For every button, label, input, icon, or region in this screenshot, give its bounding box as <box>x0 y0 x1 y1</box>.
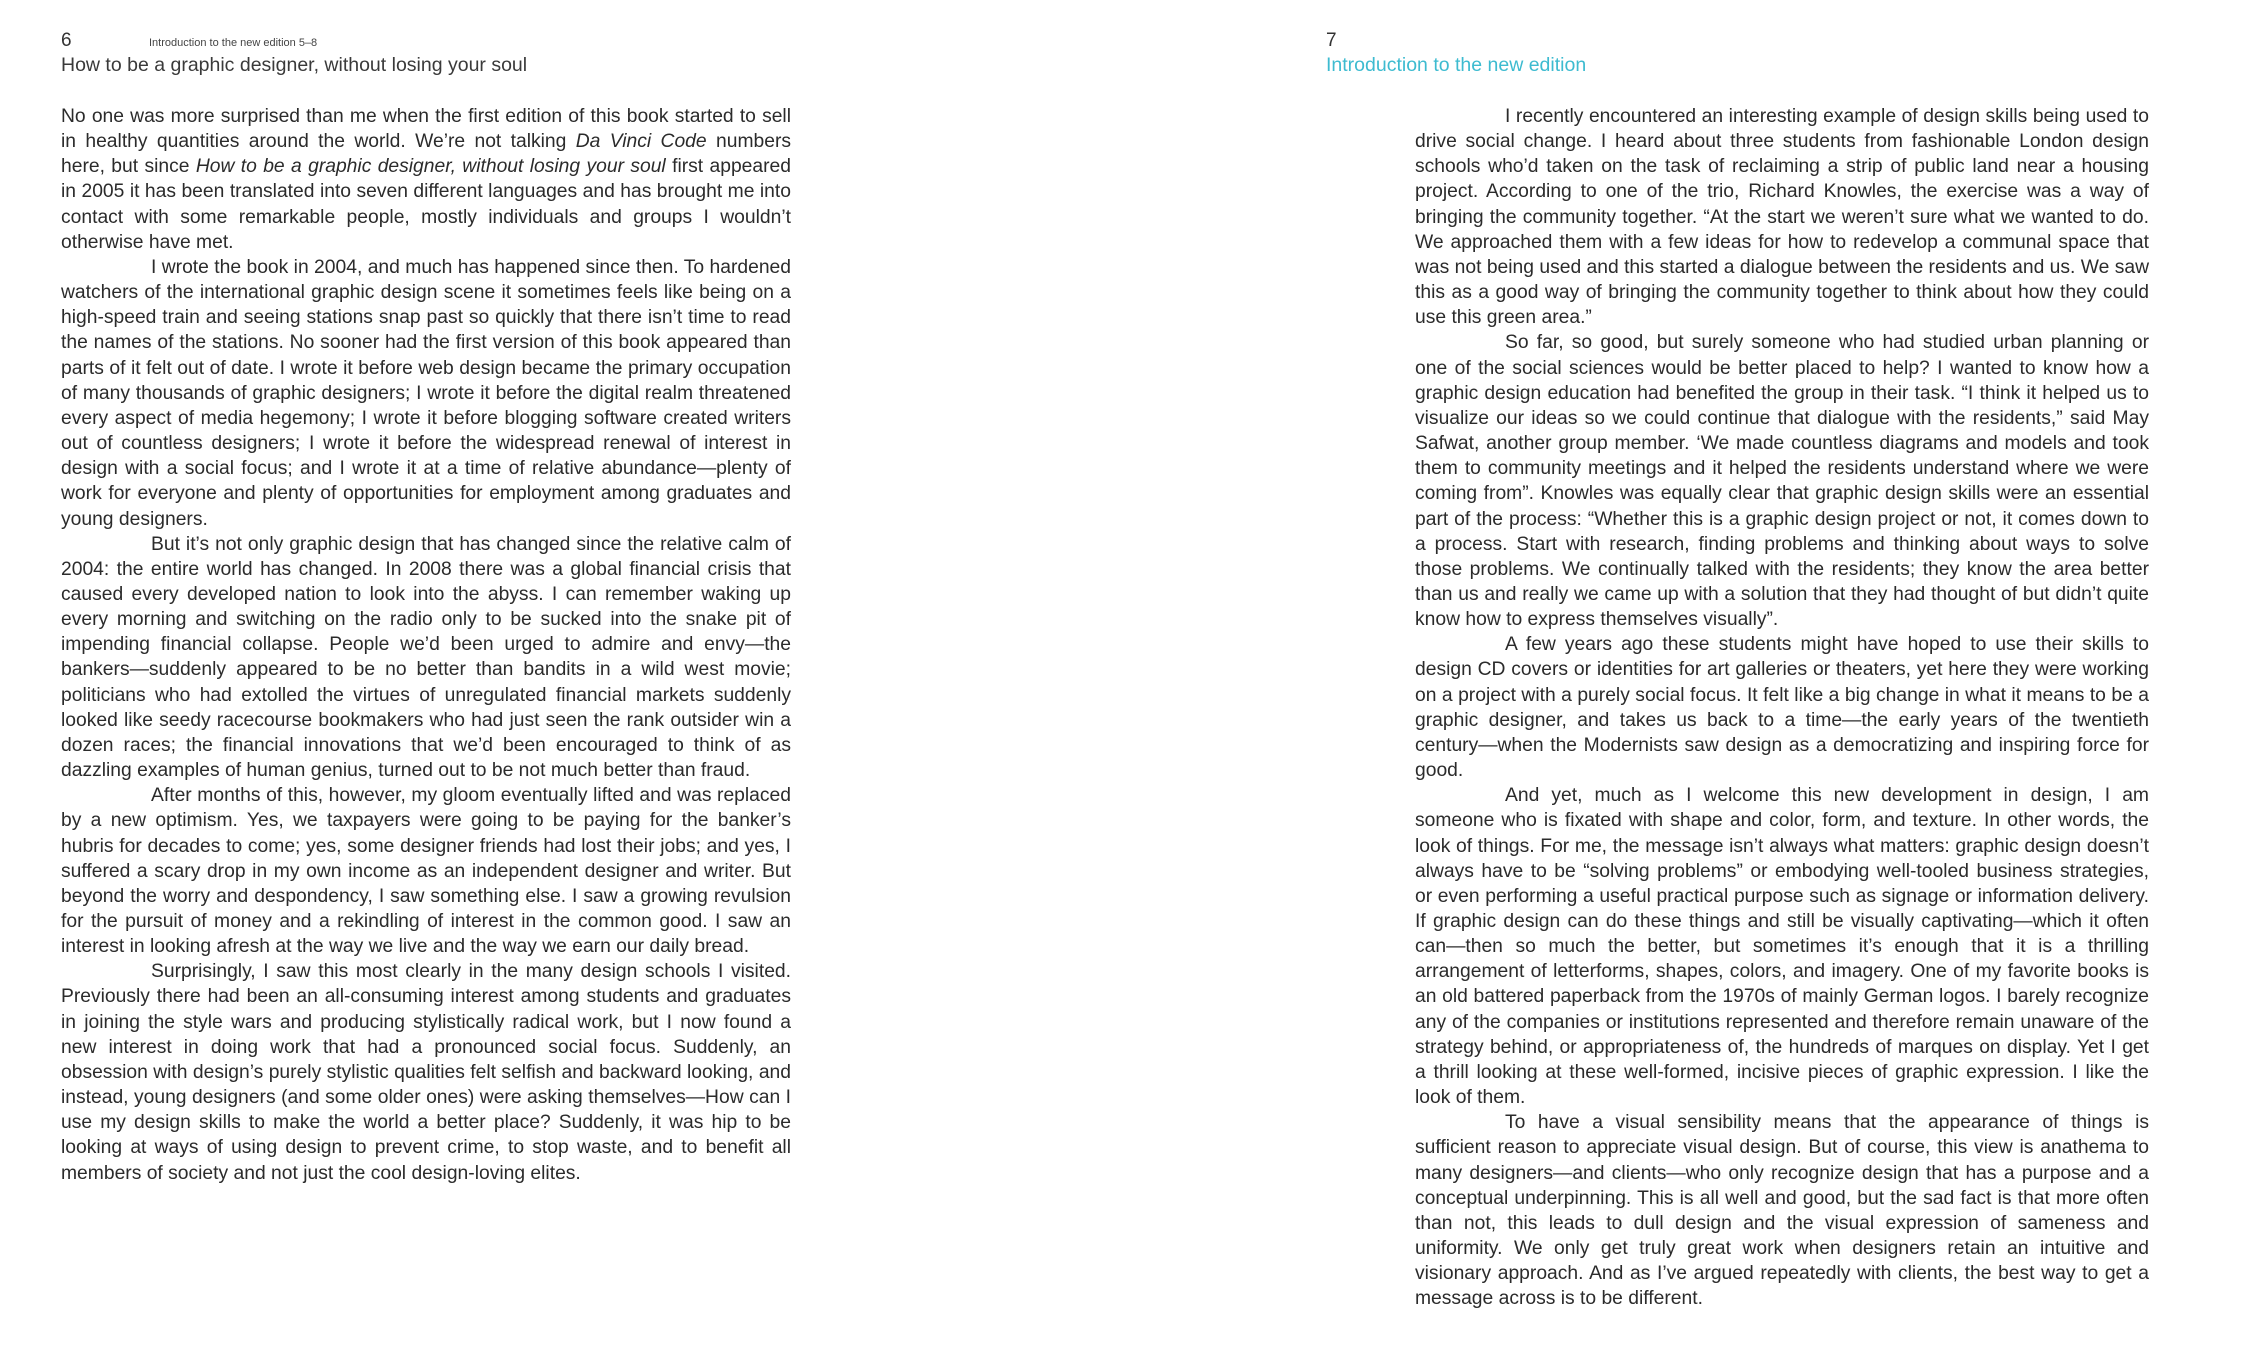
paragraph: Surprisingly, I saw this most clearly in the many design schools I visited. Previously there had been an all-consuming interest among students and graduates in joining the style wars and producing stylistically radical work, but I now found a new interest in doing work that had a pronounced social focus. Suddenly, an obsession with design’s purely stylistic qualities felt selfish and backward looking, and instead, young designers (and some older ones) were asking themselves—How can I use my design skills to make the world a better place? Suddenly, it was hip to be looking at ways of using design to prevent crime, to stop waste, and to benefit all members of society and not just the cool design-loving elites. <box>61 961 791 1184</box>
paragraph: No one was more surprised than me when the first edition of this book started to sell in healthy quantities around the world. We’re not talking Da Vinci Code numbers here, but since How to be a graphic designer, without losing your soul first appeared in 2005 it has been translated into seven different languages and has brought me into contact with some remarkable people, mostly individuals and groups I wouldn’t otherwise have met. <box>61 106 792 253</box>
page-number-right: 7 <box>1326 30 1337 51</box>
paragraph: And yet, much as I welcome this new development in design, I am someone who is fixated with shape and color, form, and texture. In other words, the look of things. For me, the message isn’t always what matters: graphic design doesn’t always have to be “solving problems” or embodying well-tooled business strategies, or even performing a useful practical purpose such as signage or information delivery. If graphic design can do these things and still be visually captivating—which it often can—then so much the better, but sometimes it’s enough that it is a thrilling arrangement of letterforms, shapes, colors, and imagery. One of my favorite books is an old battered paperback from the 1970s of mainly German logos. I barely recognize any of the companies or institutions represented and therefore remain unaware of the strategy behind, or appropriateness of, the hundreds of marques on display. Yet I get a thrill looking at these well-formed, incisive pieces of graphic expression. I like the look of them. <box>1415 785 2149 1109</box>
running-section-reference: Introduction to the new edition 5–8 <box>149 37 318 49</box>
book-title-reference: How to be a graphic designer, without losing your soul <box>195 156 666 178</box>
section-title-header: Introduction to the new edition <box>1326 54 1587 76</box>
right-page <box>1125 0 2250 1350</box>
paragraph: After months of this, however, my gloom eventually lifted and was replaced by a new optimism. Yes, we taxpayers were going to be paying for the banker’s hubris for decades to come; yes, some designer friends had lost their jobs; and yes, I suffered a scary drop in my own income as an independent designer and writer. But beyond the worry and despondency, I saw something else. I saw a growing revulsion for the pursuit of money and a rekindling of interest in the common good. I saw an interest in looking afresh at the way we live and the way we earn our daily bread. <box>61 785 791 958</box>
right-body-text <box>1415 104 2149 1312</box>
paragraph: So far, so good, but surely someone who had studied urban planning or one of the social sciences would be better placed to help? I wanted to know how a graphic design education had benefited the group in their task. “I think it helped us to visualize our ideas so we could continue that dialogue with the residents,” said May Safwat, another group member. ‘We made countless diagrams and models and took them to community meetings and it helped the residents understand where we were coming from”. Knowles was equally clear that graphic design skills were an essential part of the process: “Whether this is a graphic design project or not, it comes down to a process. Start with research, finding problems and thinking about ways to solve those problems. We continually talked with the residents; they know the area better than us and really we came up with a solution that they had thought of but didn’t quite know how to express themselves visually”. <box>1415 332 2149 631</box>
page-number-left: 6 <box>61 30 72 51</box>
book-title-reference: Da Vinci Code <box>575 131 707 153</box>
paragraph: I wrote the book in 2004, and much has happened since then. To hardened watchers of the international graphic design scene it sometimes feels like being on a high-speed train and seeing stations snap past so quickly that there isn’t time to read the names of the stations. No sooner had the first version of this book appeared than parts of it felt out of date. I wrote it before web design became the primary occupation of many thousands of graphic designers; I wrote it before the digital realm threatened every aspect of media hegemony; I wrote it before blogging software created writers out of countless designers; I wrote it before the widespread renewal of interest in design with a social focus; and I wrote it at a time of relative abundance—plenty of work for everyone and plenty of opportunities for employment among graduates and young designers. <box>61 256 791 530</box>
paragraph: A few years ago these students might have hoped to use their skills to design CD covers or identities for art galleries or theaters, yet here they were working on a project with a purely social focus. It felt like a big change in what it means to be a graphic designer, and takes us back to a time—the early years of the twentieth century—when the Modernists saw design as a democratizing and inspiring force for good. <box>1415 634 2149 782</box>
left-body-text <box>61 104 791 1186</box>
book-title-header: How to be a graphic designer, without losing your soul <box>61 54 528 76</box>
paragraph: To have a visual sensibility means that the appearance of things is sufficient reason to appreciate visual design. But of course, this view is anathema to many designers—and clients—who only recognize design that has a purpose and a conceptual underpinning. This is all well and good, but the sad fact is that more often than not, this leads to dull design and the visual expression of sameness and uniformity. We only get truly great work when designers retain an intuitive and visionary approach. And as I’ve argued repeatedly with clients, the best way to get a message across is to be different. <box>1415 1112 2149 1310</box>
paragraph: I recently encountered an interesting example of design skills being used to drive social change. I heard about three students from fashionable London design schools who’d taken on the task of reclaiming a strip of public land near a housing project. According to one of the trio, Richard Knowles, the exercise was a way of bringing the community together. “At the start we weren’t sure what we wanted to do. We approached them with a few ideas for how to redevelop a communal space that was not being used and this started a dialogue between the residents and us. We saw this as a good way of bringing the community together to think about how they could use this green area.” <box>1415 106 2149 329</box>
paragraph: But it’s not only graphic design that has changed since the relative calm of 2004: the entire world has changed. In 2008 there was a global financial crisis that caused every developed nation to look into the abyss. I can remember waking up every morning and switching on the radio only to be sucked into the snake pit of impending financial collapse. People we’d been urged to admire and envy—the bankers—suddenly appeared to be no better than bandits in a wild west movie; politicians who had extolled the virtues of unregulated financial markets suddenly looked like seedy racecourse bookmakers who had just seen the rank outsider win a dozen races; the financial innovations that we’d been encouraged to think of as dazzling examples of human genius, turned out to be not much better than fraud. <box>61 533 791 782</box>
